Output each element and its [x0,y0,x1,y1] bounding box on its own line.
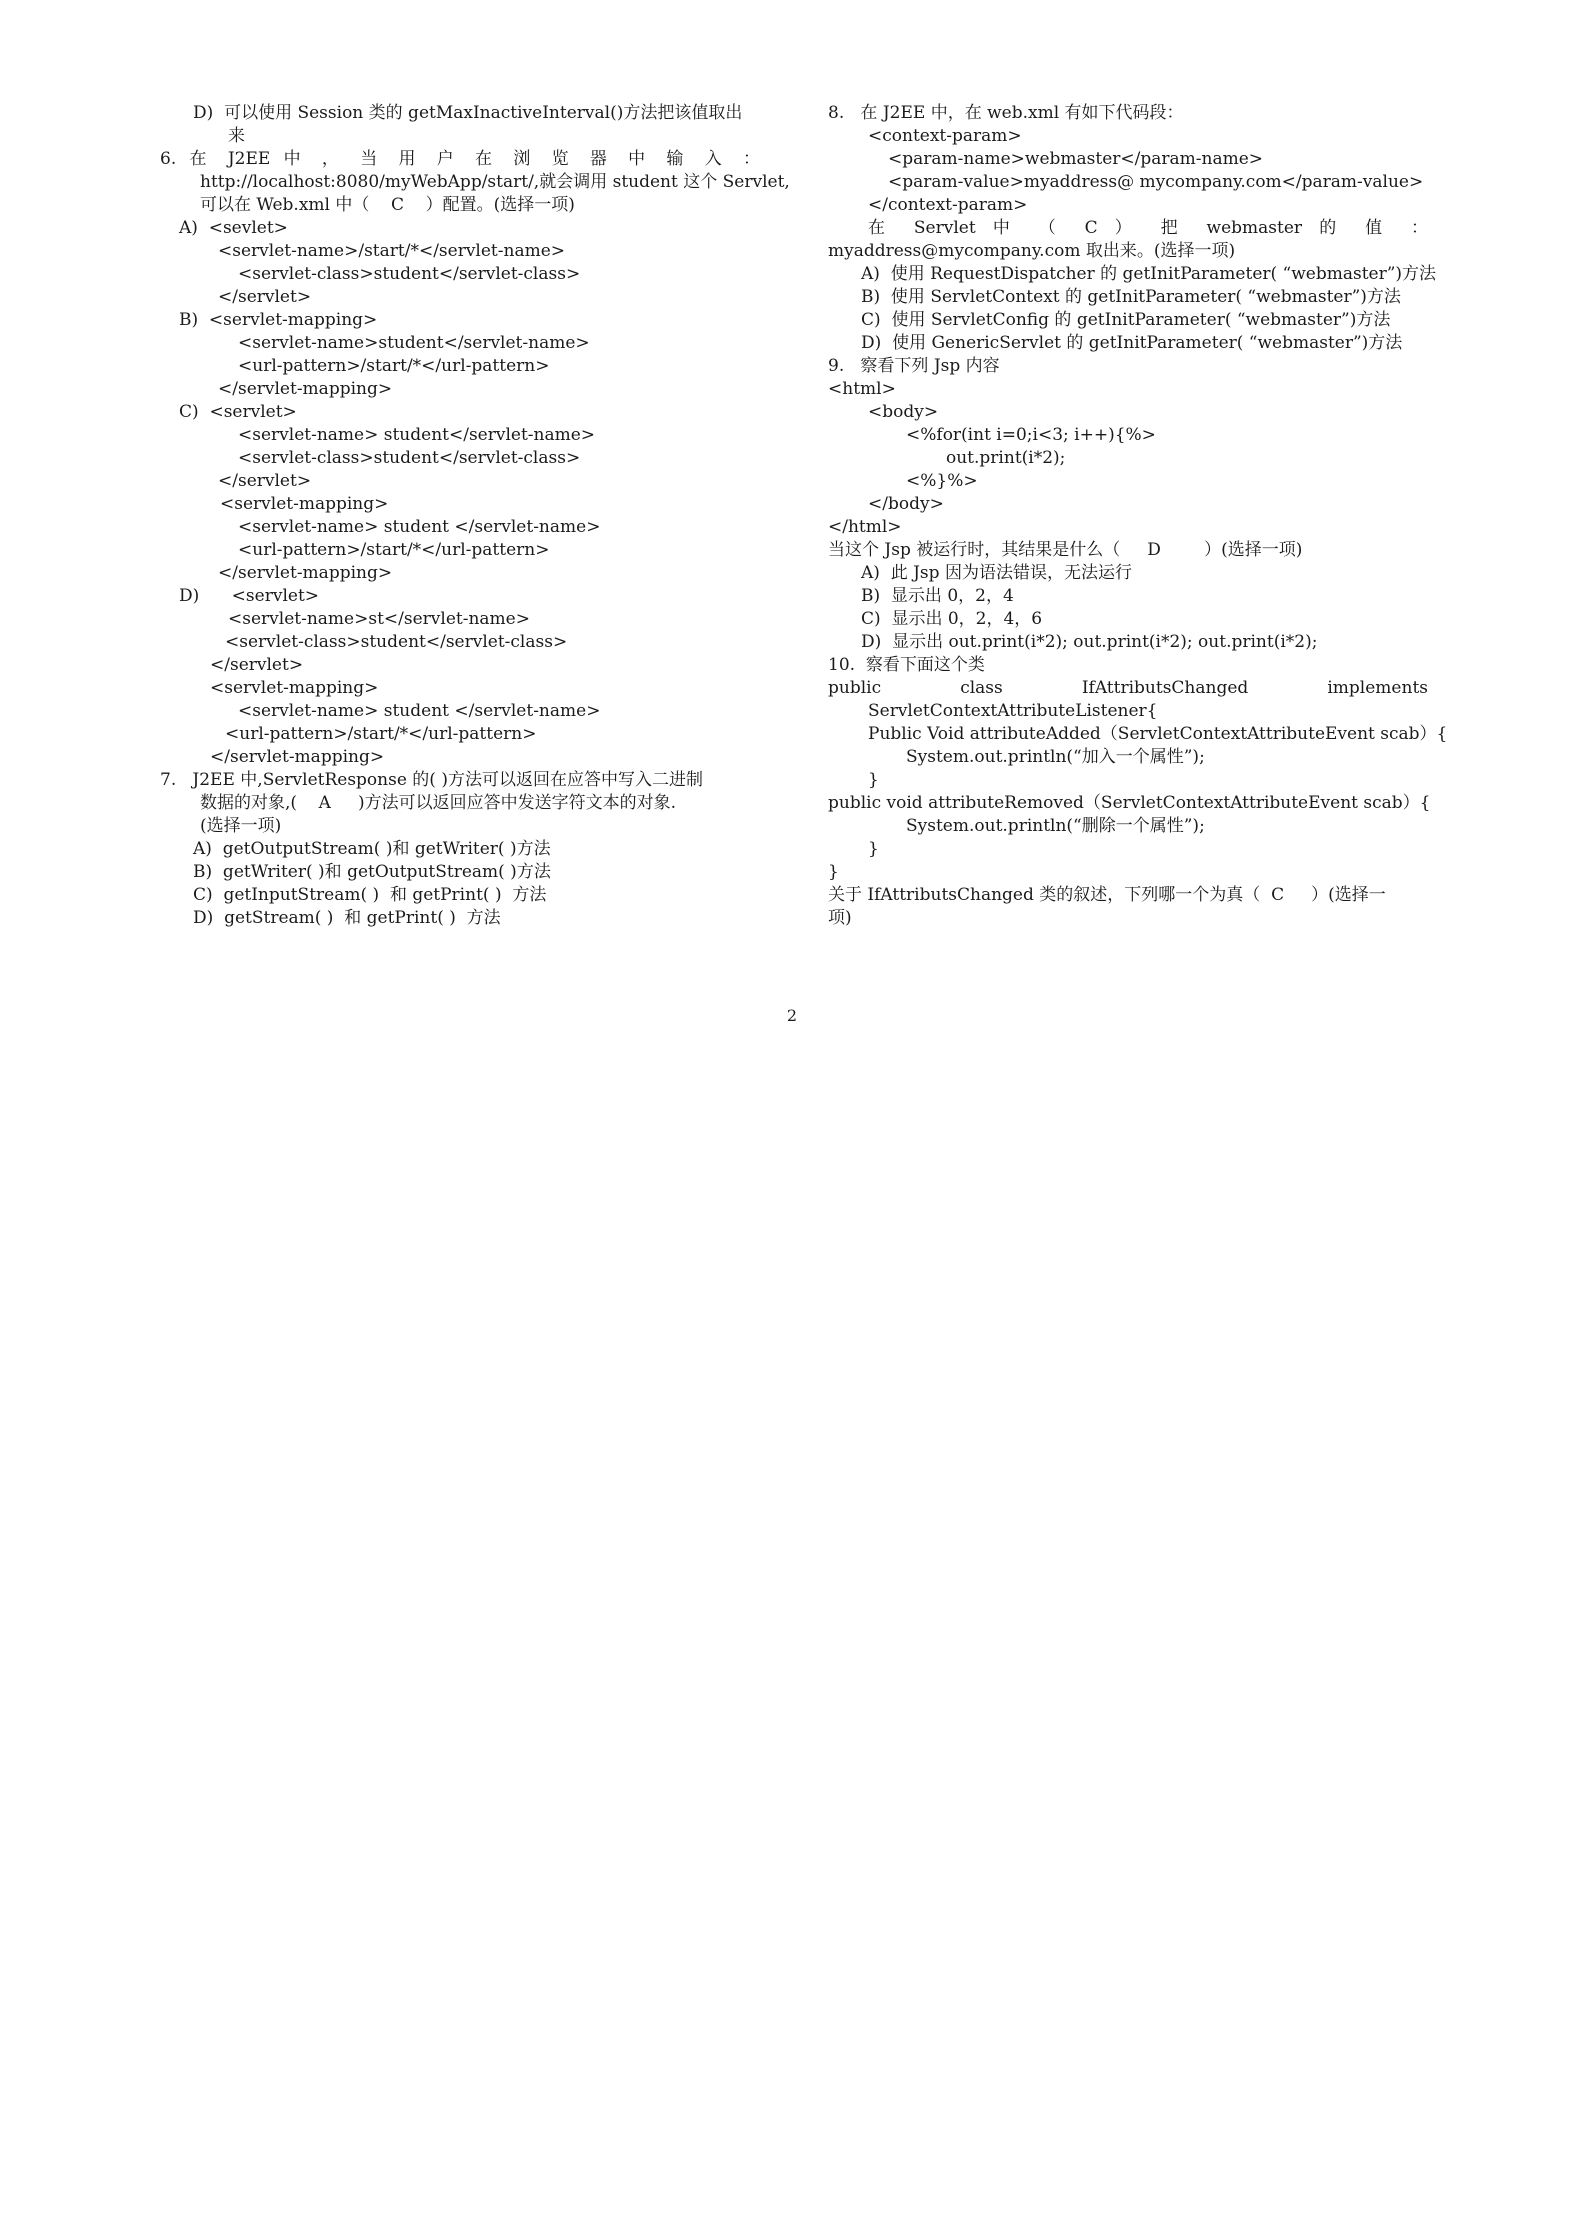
text-line: </html> [828,517,902,537]
text-line: <url-pattern>/start/*</url-pattern> [238,356,550,376]
text-line: 来 [228,126,245,146]
text-line: </servlet> [218,287,312,307]
text-line: D) getStream( ) 和 getPrint( ) 方法 [193,908,501,928]
text-line: D) 使用 GenericServlet 的 getInitParameter( “webmaster”)方法 [861,333,1403,353]
text-line: 10. 察看下面这个类 [828,655,985,675]
text-line: 在 Servlet 中 （ C ） 把 webmaster 的 值 ： [868,218,1428,238]
text-line: 可以在 Web.xml 中（ C ）配置。(选择一项) [200,195,575,215]
text-line: <servlet-mapping> [210,678,379,698]
text-line: 数据的对象,( A )方法可以返回应答中发送字符文本的对象. [200,793,676,813]
text-line: D) 显示出 out.print(i*2); out.print(i*2); out.print(i*2); [861,632,1318,652]
text-line: <servlet-name> student </servlet-name> [238,701,601,721]
text-line: public class IfAttributsChanged implements [828,678,1428,698]
text-line: B) 显示出 0，2，4 [861,586,1014,606]
text-line: 9. 察看下列 Jsp 内容 [828,356,1000,376]
text-line: <servlet-name> student </servlet-name> [238,517,601,537]
text-line: 关于 IfAttributsChanged 类的叙述，下列哪一个为真（ C ）(选择一 [828,885,1386,905]
text-line: A) 使用 RequestDispatcher 的 getInitParameter( “webmaster”)方法 [861,264,1437,284]
text-line: Public Void attributeAdded（ServletContextAttributeEvent scab）{ [868,724,1448,744]
left-column [160,102,790,930]
text-line: <body> [868,402,939,422]
page-number: 2 [786,1006,798,1025]
text-line: </servlet> [218,471,312,491]
text-line: <servlet-class>student</servlet-class> [238,448,581,468]
text-line: </context-param> [868,195,1028,215]
text-line: <%}%> [906,471,978,491]
text-line: <servlet-name>/start/*</servlet-name> [218,241,566,261]
text-line: <url-pattern>/start/*</url-pattern> [238,540,550,560]
text-line: A) 此 Jsp 因为语法错误，无法运行 [861,563,1132,583]
text-line: 8. 在 J2EE 中，在 web.xml 有如下代码段： [828,103,1184,123]
text-line: } [868,839,879,859]
text-line: B) <servlet-mapping> [179,310,378,330]
text-line: <servlet-class>student</servlet-class> [238,264,581,284]
text-line: C) <servlet> [179,402,297,422]
text-line: 项) [828,908,852,928]
text-line: } [828,862,839,882]
text-line: myaddress@mycompany.com 取出来。(选择一项) [828,241,1236,261]
text-line: <url-pattern>/start/*</url-pattern> [225,724,537,744]
text-line: C) 使用 ServletConfig 的 getInitParameter( “webmaster”)方法 [861,310,1391,330]
text-line: B) getWriter( )和 getOutputStream( )方法 [193,862,551,882]
text-line: } [868,770,879,790]
text-line: </body> [868,494,944,514]
text-line: out.print(i*2); [946,448,1066,468]
text-line: 6. 在 J2EE 中 ， 当 用 户 在 浏 览 器 中 输 入 ： [160,149,760,169]
text-line: System.out.println(“加入一个属性”); [906,747,1205,767]
text-line: (选择一项) [200,816,282,836]
text-line: D) 可以使用 Session 类的 getMaxInactiveInterval()方法把该值取出 [193,103,743,123]
text-line: <servlet-name>student</servlet-name> [238,333,590,353]
text-line: </servlet-mapping> [218,563,393,583]
text-line: A) <sevlet> [179,218,288,238]
text-line: public void attributeRemoved（ServletContextAttributeEvent scab）{ [828,793,1431,813]
text-line: C) 显示出 0，2，4，6 [861,609,1043,629]
text-line: </servlet> [210,655,304,675]
text-line: ServletContextAttributeListener{ [868,701,1158,721]
text-line: <servlet-name> student</servlet-name> [238,425,596,445]
text-line: <%for(int i=0;i<3; i++){%> [906,425,1156,445]
text-line: </servlet-mapping> [210,747,385,767]
text-line: </servlet-mapping> [218,379,393,399]
text-line: System.out.println(“删除一个属性”); [906,816,1205,836]
text-line: http://localhost:8080/myWebApp/start/,就会调用 student 这个 Servlet, [200,172,790,192]
text-line: <context-param> [868,126,1022,146]
text-line: D) <servlet> [179,586,320,606]
text-line: <html> [828,379,896,399]
text-line: A) getOutputStream( )和 getWriter( )方法 [193,839,551,859]
text-line: B) 使用 ServletContext 的 getInitParameter( “webmaster”)方法 [861,287,1401,307]
text-line: <servlet-mapping> [220,494,389,514]
right-column [828,102,1448,930]
text-line: C) getInputStream( ) 和 getPrint( ) 方法 [193,885,547,905]
text-line: <servlet-name>st</servlet-name> [228,609,530,629]
text-line: 7. J2EE 中,ServletResponse 的( )方法可以返回在应答中写入二进制 [160,770,703,790]
text-line: <param-name>webmaster</param-name> [888,149,1264,169]
text-line: 当这个 Jsp 被运行时，其结果是什么（ D ）(选择一项) [828,540,1303,560]
text-line: <param-value>myaddress@ mycompany.com</param-value> [888,172,1424,192]
text-line: <servlet-class>student</servlet-class> [225,632,568,652]
